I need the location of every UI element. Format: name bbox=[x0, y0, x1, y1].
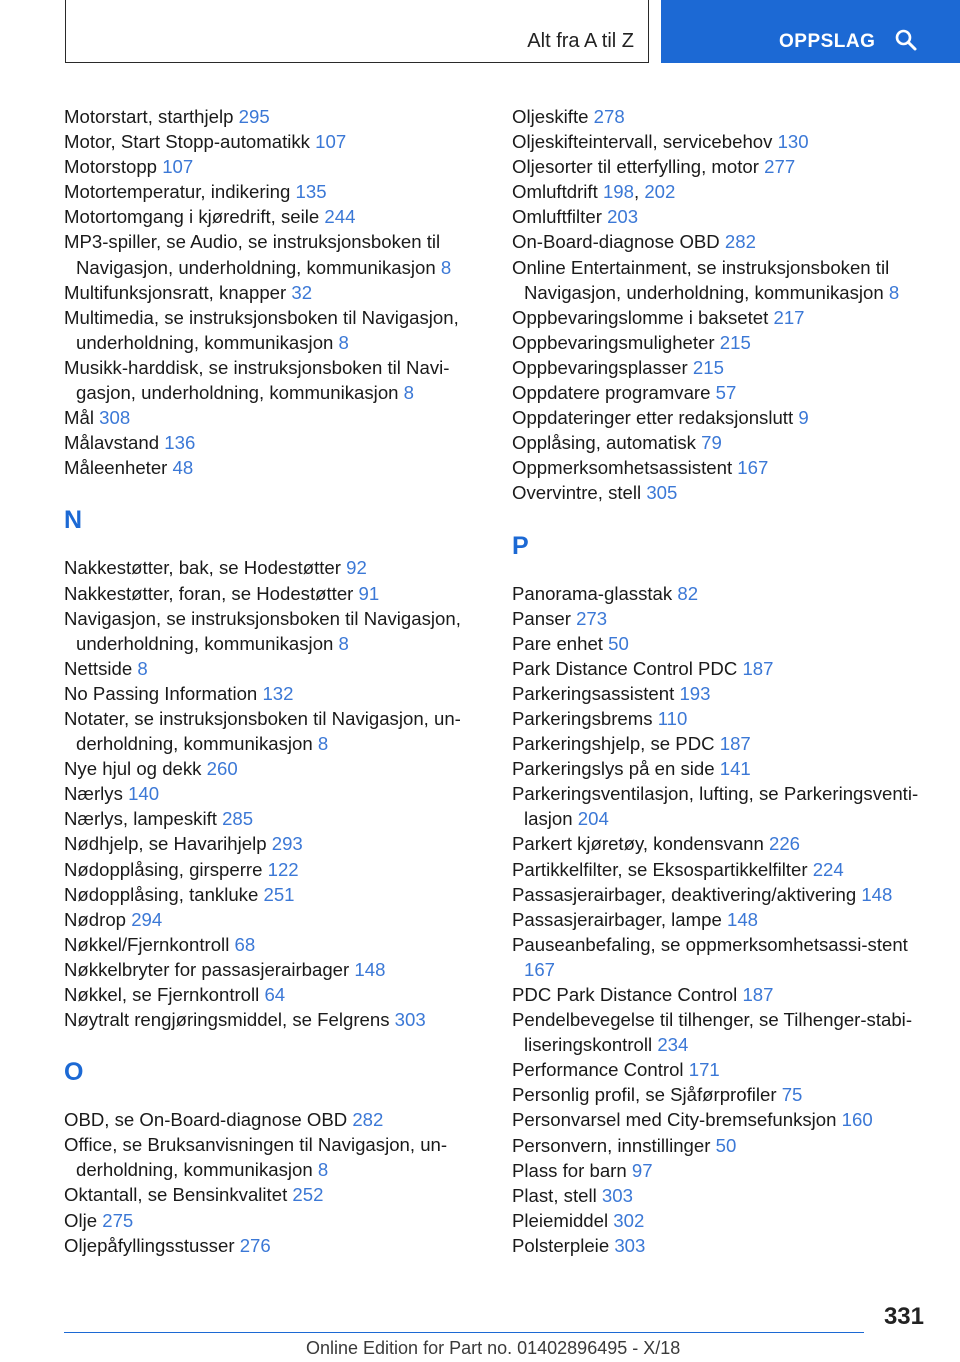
page-reference-link[interactable]: 275 bbox=[102, 1209, 134, 1231]
index-entry bbox=[64, 179, 484, 204]
page-reference-link[interactable]: 278 bbox=[593, 106, 625, 127]
index-entry bbox=[512, 1183, 932, 1208]
page-reference-link[interactable]: 50 bbox=[608, 632, 629, 654]
index-entry-text: Målavstand bbox=[64, 432, 160, 454]
page-reference-link[interactable]: 8 bbox=[137, 657, 148, 679]
index-entry bbox=[512, 1007, 932, 1057]
index-entry-text: Oljeskifteintervall, servicebehov bbox=[512, 131, 773, 153]
page-reference-link[interactable]: 97 bbox=[631, 1159, 653, 1181]
page-reference-link[interactable]: 302 bbox=[613, 1209, 645, 1231]
page-reference-link[interactable]: 224 bbox=[812, 858, 844, 880]
index-entry-text: Opplåsing, automatisk bbox=[512, 432, 696, 454]
page-reference-link[interactable]: 260 bbox=[206, 758, 238, 780]
index-entry-text: Plast, stell bbox=[512, 1184, 597, 1206]
index-entry-text: Parkeringshjelp, se PDC bbox=[512, 733, 715, 755]
index-entry bbox=[512, 756, 932, 781]
index-entry bbox=[64, 681, 484, 706]
index-entry bbox=[512, 204, 932, 229]
page-reference-link[interactable]: 217 bbox=[773, 306, 805, 328]
index-entry-text: Performance Control bbox=[512, 1059, 684, 1081]
index-entry-text: Nødhjelp, se Havarihjelp bbox=[64, 833, 267, 855]
page-reference-link[interactable]: 8 bbox=[338, 632, 349, 654]
index-entry-text: Motor, Start Stopp-automatikk bbox=[64, 131, 310, 153]
index-entry-text: Personvarsel med City-bremsefunksjon bbox=[512, 1109, 837, 1131]
page-reference-link[interactable]: 276 bbox=[239, 1234, 271, 1256]
index-entry bbox=[512, 932, 932, 982]
index-entry bbox=[512, 706, 932, 731]
index-entry-text: Oppmerksomhetsassistent bbox=[512, 457, 733, 479]
index-entry-text: Nøkkelbryter for passasjerairbager bbox=[64, 958, 350, 980]
index-entry-text: Parkeringsbrems bbox=[512, 707, 653, 729]
page-reference-link[interactable]: 305 bbox=[646, 482, 678, 504]
page-reference-link[interactable]: 277 bbox=[764, 156, 796, 178]
index-entry-text: Nødopplåsing, tankluke bbox=[64, 883, 259, 905]
page-reference-link[interactable]: 141 bbox=[719, 758, 751, 780]
index-entry-text: Mål bbox=[64, 407, 94, 429]
index-entry-text: Motortemperatur, indikering bbox=[64, 181, 291, 203]
index-entry-text: Parkert kjøretøy, kondensvann bbox=[512, 833, 764, 855]
index-entry bbox=[512, 781, 932, 831]
index-entry-text: Nakkestøtter, foran, se Hodestøtter bbox=[64, 582, 354, 604]
page-reference-link[interactable]: 273 bbox=[576, 607, 608, 629]
index-entry bbox=[512, 405, 932, 430]
index-entry bbox=[64, 430, 484, 455]
page-reference-link[interactable]: 244 bbox=[324, 206, 356, 228]
index-entry-text: OBD, se On-Board-diagnose OBD bbox=[64, 1109, 348, 1131]
page-reference-link[interactable]: 251 bbox=[263, 883, 295, 905]
search-button-label: OPPSLAG bbox=[779, 31, 876, 52]
index-entry-text: Nøkkel/Fjernkontroll bbox=[64, 933, 230, 955]
page-reference-link[interactable]: 57 bbox=[715, 382, 737, 404]
index-entry-text: Office, se Bruksanvisningen til Navigasjon, un-derholdning, kommunikasjon bbox=[64, 1134, 448, 1181]
page-reference-link[interactable]: 303 bbox=[394, 1009, 426, 1031]
index-entry bbox=[512, 631, 932, 656]
page-reference-link[interactable]: 295 bbox=[238, 106, 270, 127]
index-entry-text: MP3-spiller, se Audio, se instruksjonsboken til Navigasjon, underholdning, kommunikasjon bbox=[64, 231, 441, 278]
index-entry-text: Plass for barn bbox=[512, 1159, 627, 1181]
index-entry bbox=[64, 806, 484, 831]
page-reference-link[interactable]: 187 bbox=[719, 733, 751, 755]
page-reference-link[interactable]: 303 bbox=[601, 1184, 633, 1206]
index-entry bbox=[64, 154, 484, 179]
index-entry bbox=[64, 781, 484, 806]
index-entry-text: Motorstart, starthjelp bbox=[64, 106, 234, 127]
page-reference-link[interactable]: 203 bbox=[607, 206, 639, 228]
index-entry-text: Pare enhet bbox=[512, 632, 603, 654]
index-entry-text: Olje bbox=[64, 1209, 98, 1231]
page-reference-link[interactable]: 148 bbox=[354, 958, 386, 980]
index-entry-text: Motorstopp bbox=[64, 156, 158, 178]
index-entry bbox=[512, 581, 932, 606]
index-entry bbox=[512, 104, 932, 129]
page-reference-link[interactable]: 148 bbox=[861, 883, 893, 905]
index-entry bbox=[64, 982, 484, 1007]
index-entry-text: Parkeringsventilasjon, lufting, se Parkeringsventi-lasjon bbox=[512, 783, 919, 830]
index-entry-text: Polsterpleie bbox=[512, 1234, 610, 1256]
index-entry bbox=[64, 280, 484, 305]
page-reference-link[interactable]: 130 bbox=[777, 131, 809, 153]
page-reference-link[interactable]: 282 bbox=[352, 1109, 384, 1131]
page-reference-link[interactable]: 8 bbox=[888, 281, 900, 303]
index-entry-text: Park Distance Control PDC bbox=[512, 657, 738, 679]
index-entry-text: Motortomgang i kjøredrift, seile bbox=[64, 206, 320, 228]
index-entry bbox=[64, 957, 484, 982]
page-reference-link[interactable]: 167 bbox=[524, 958, 556, 980]
page-reference-link[interactable]: 308 bbox=[99, 407, 131, 429]
index-entry bbox=[64, 656, 484, 681]
index-entry bbox=[64, 756, 484, 781]
index-entry-text: Nærlys bbox=[64, 783, 123, 805]
index-entry bbox=[64, 405, 484, 430]
index-entry-text: Multimedia, se instruksjonsboken til Navigasjon, underholdning, kommunikasjon bbox=[64, 306, 459, 353]
index-entry bbox=[64, 706, 484, 756]
search-button[interactable] bbox=[661, 0, 960, 63]
index-entry bbox=[64, 1107, 484, 1132]
index-entry-text: Oppbevaringslomme i baksetet bbox=[512, 306, 769, 328]
index-entry-text: Pauseanbefaling, se oppmerksomhetsassi-stent bbox=[512, 933, 908, 955]
page-reference-link[interactable]: 282 bbox=[724, 231, 756, 253]
index-entry bbox=[512, 606, 932, 631]
index-entry bbox=[512, 305, 932, 330]
section-letter: O bbox=[64, 1058, 84, 1087]
page-reference-link[interactable]: 187 bbox=[742, 657, 774, 679]
index-entry bbox=[64, 581, 484, 606]
index-entry-text: Nøytralt rengjøringsmiddel, se Felgrens bbox=[64, 1009, 390, 1031]
page-reference-link[interactable]: 171 bbox=[688, 1059, 720, 1081]
page-reference-link[interactable]: 107 bbox=[315, 131, 347, 153]
page-reference-link[interactable]: 140 bbox=[128, 783, 160, 805]
page-reference-link[interactable]: 107 bbox=[162, 156, 194, 178]
index-entry-text: Panser bbox=[512, 607, 571, 629]
page-reference-link[interactable]: 187 bbox=[742, 984, 774, 1005]
index-entry-text: Måleenheter bbox=[64, 457, 168, 479]
search-icon bbox=[894, 28, 918, 52]
index-entry bbox=[64, 932, 484, 957]
index-entry-text: Nødrop bbox=[64, 908, 127, 930]
index-entry-text: Panorama-glasstak bbox=[512, 582, 673, 604]
index-entry bbox=[512, 355, 932, 380]
page-reference-link[interactable]: 8 bbox=[338, 331, 349, 353]
index-entry bbox=[512, 656, 932, 681]
index-entry bbox=[512, 380, 932, 405]
index-entry-text: Oppbevaringsmuligheter bbox=[512, 331, 715, 353]
index-entry-text: Navigasjon, se instruksjonsboken til Navigasjon, underholdning, kommunikasjon bbox=[64, 607, 461, 654]
index-entry-text: Personvern, innstillinger bbox=[512, 1134, 711, 1156]
index-entry bbox=[64, 229, 484, 279]
page-reference-link[interactable]: 48 bbox=[172, 457, 194, 479]
index-entry bbox=[512, 229, 932, 254]
index-entry-text: Nødopplåsing, girsperre bbox=[64, 858, 263, 880]
page-reference-link[interactable]: 226 bbox=[768, 833, 801, 855]
index-entry-text: On-Board-diagnose OBD bbox=[512, 231, 720, 253]
page-reference-link[interactable]: 9 bbox=[798, 407, 809, 429]
section-letter: N bbox=[64, 506, 83, 535]
section-title: Alt fra A til Z bbox=[527, 30, 634, 52]
index-entry bbox=[512, 455, 932, 480]
index-entry bbox=[64, 305, 484, 355]
index-entry-text: Passasjerairbager, deaktivering/aktivering bbox=[512, 883, 857, 905]
index-entry bbox=[512, 480, 932, 505]
index-entry: Omluftdrift 198, 202 bbox=[512, 181, 676, 203]
page-number: 331 bbox=[883, 1303, 924, 1330]
page-reference-link[interactable]: 8 bbox=[317, 1159, 329, 1181]
index-entry-text: Personlig profil, se Sjåførprofiler bbox=[512, 1084, 777, 1106]
page-reference-link[interactable]: 215 bbox=[692, 356, 724, 378]
index-entry-text: Oppbevaringsplasser bbox=[512, 356, 688, 378]
index-entry-text: Oppdatere programvare bbox=[512, 382, 711, 404]
index-entry bbox=[512, 255, 932, 305]
index-entry bbox=[512, 1082, 932, 1107]
index-entry bbox=[64, 606, 484, 656]
page-reference-link[interactable]: 50 bbox=[715, 1134, 737, 1156]
index-entry bbox=[64, 1132, 484, 1182]
index-entry bbox=[512, 681, 932, 706]
index-entry bbox=[64, 129, 484, 154]
index-entry-text: Oppdateringer etter redaksjonslutt bbox=[512, 407, 794, 429]
page-reference-link[interactable]: 75 bbox=[781, 1084, 803, 1106]
page-reference-link[interactable]: 160 bbox=[841, 1109, 873, 1131]
index-entry bbox=[512, 1133, 932, 1158]
index-entry bbox=[512, 1233, 932, 1258]
index-entry bbox=[512, 857, 932, 882]
page-reference-link[interactable]: 122 bbox=[267, 858, 299, 880]
page-reference-link[interactable]: 252 bbox=[292, 1184, 324, 1206]
page-reference-link[interactable]: 8 bbox=[317, 733, 329, 755]
index-entry bbox=[64, 455, 484, 480]
index-entry-text: Musikk-harddisk, se instruksjonsboken til Navi-gasjon, underholdning, kommunikasjon bbox=[64, 356, 450, 404]
index-entry bbox=[64, 831, 484, 856]
index-entry bbox=[64, 857, 484, 882]
index-entry-text: PDC Park Distance Control bbox=[512, 984, 738, 1005]
index-column-left bbox=[64, 104, 484, 1258]
index-entry-text: Oljeskifte bbox=[512, 106, 589, 127]
index-entry bbox=[512, 982, 932, 1007]
index-entry-text: Notater, se instruksjonsboken til Navigasjon, un-derholdning, kommunikasjon bbox=[64, 707, 461, 755]
page-reference-link[interactable]: 64 bbox=[264, 984, 286, 1005]
index-entry-text: Omluftdrift bbox=[512, 181, 598, 203]
index-entry bbox=[512, 1208, 932, 1233]
index-entry bbox=[512, 1057, 932, 1082]
page-reference-link[interactable]: 202 bbox=[644, 181, 676, 203]
index-entry-text: Partikkelfilter, se Eksospartikkelfilter bbox=[512, 858, 808, 880]
index-entry-text: Nettside bbox=[64, 657, 133, 679]
index-entry bbox=[64, 104, 484, 129]
footer-edition-text: Online Edition for Part no. 01402896495 - X/18 bbox=[306, 1338, 681, 1358]
index-entry bbox=[64, 1208, 484, 1233]
page-reference-link[interactable]: 135 bbox=[295, 181, 327, 203]
page-reference-link[interactable]: 198 bbox=[602, 181, 634, 203]
page-reference-link[interactable]: 110 bbox=[657, 707, 688, 729]
index-entry bbox=[512, 731, 932, 756]
page-reference-link[interactable]: 91 bbox=[358, 582, 380, 604]
index-entry bbox=[512, 1107, 932, 1132]
page-reference-link[interactable]: 148 bbox=[726, 908, 759, 930]
page-reference-link[interactable]: 136 bbox=[164, 432, 196, 454]
index-entry-text: Parkeringslys på en side bbox=[512, 758, 715, 780]
page-reference-link[interactable]: 132 bbox=[262, 682, 294, 704]
index-entry bbox=[512, 154, 932, 179]
section-letter: P bbox=[512, 531, 529, 560]
page-reference-link[interactable]: 303 bbox=[614, 1234, 646, 1256]
index-entry-text: Nærlys, lampeskift bbox=[64, 808, 217, 830]
index-entry-text: Nøkkel, se Fjernkontroll bbox=[64, 984, 260, 1005]
page-reference-link[interactable]: 294 bbox=[131, 908, 163, 930]
page-reference-link[interactable]: 234 bbox=[657, 1034, 689, 1056]
index-entry-text: Oktantall, se Bensinkvalitet bbox=[64, 1184, 288, 1206]
index-entry bbox=[64, 882, 484, 907]
index-entry bbox=[64, 907, 484, 932]
index-entry bbox=[512, 831, 932, 856]
index-entry bbox=[64, 204, 484, 229]
page-reference-link[interactable]: 215 bbox=[719, 331, 751, 353]
page-reference-link[interactable]: 8 bbox=[403, 382, 415, 404]
page-reference-link[interactable]: 82 bbox=[677, 582, 699, 604]
page-reference-link[interactable]: 285 bbox=[222, 808, 254, 830]
index-entry-text: Nakkestøtter, bak, se Hodestøtter bbox=[64, 557, 341, 579]
index-entry bbox=[512, 907, 932, 932]
index-entry bbox=[512, 129, 932, 154]
index-entry bbox=[64, 555, 484, 580]
page-reference-link[interactable]: 193 bbox=[679, 682, 711, 704]
page-reference-link[interactable]: 293 bbox=[271, 833, 303, 855]
page-reference-link[interactable]: 204 bbox=[577, 808, 609, 830]
index-entry-text: Pendelbevegelse til tilhenger, se Tilhenger-stabi-liseringskontroll bbox=[512, 1009, 913, 1056]
index-entry bbox=[64, 1182, 484, 1207]
index-entry bbox=[512, 882, 932, 907]
index-entry-text: Omluftfilter bbox=[512, 206, 602, 228]
index-entry-text: Online Entertainment, se instruksjonsboken til Navigasjon, underholdning, kommunikasjon bbox=[512, 256, 890, 303]
index-column-right bbox=[512, 104, 932, 1258]
index-entry-text: Overvintre, stell bbox=[512, 482, 642, 504]
page-reference-link[interactable]: 8 bbox=[440, 256, 452, 278]
index-entry bbox=[512, 1158, 932, 1183]
index-entry bbox=[64, 355, 484, 405]
index-entry-text: Multifunksjonsratt, knapper bbox=[64, 281, 287, 303]
index-entry-text: No Passing Information bbox=[64, 682, 258, 704]
index-entry-text: Oljepåfyllingsstusser bbox=[64, 1234, 235, 1256]
header-section-box bbox=[65, 0, 649, 63]
footer-rule bbox=[64, 1332, 864, 1333]
page-reference-link[interactable]: 167 bbox=[737, 457, 769, 479]
index-entry bbox=[512, 330, 932, 355]
page-reference-link[interactable]: 68 bbox=[234, 933, 256, 955]
index-entry-text: Passasjerairbager, lampe bbox=[512, 908, 722, 930]
index-entry-text: Oljesorter til etterfylling, motor bbox=[512, 156, 759, 178]
index-entry bbox=[512, 430, 932, 455]
index-entry-text: Pleiemiddel bbox=[512, 1209, 609, 1231]
index-entry-text: Parkeringsassistent bbox=[512, 682, 675, 704]
page-reference-link[interactable]: 79 bbox=[701, 432, 722, 454]
page-reference-link[interactable]: 32 bbox=[291, 281, 313, 303]
index-entry bbox=[64, 1233, 484, 1258]
index-entry-text: Nye hjul og dekk bbox=[64, 758, 202, 780]
page-reference-link[interactable]: 92 bbox=[346, 557, 367, 579]
index-entry bbox=[64, 1007, 484, 1032]
